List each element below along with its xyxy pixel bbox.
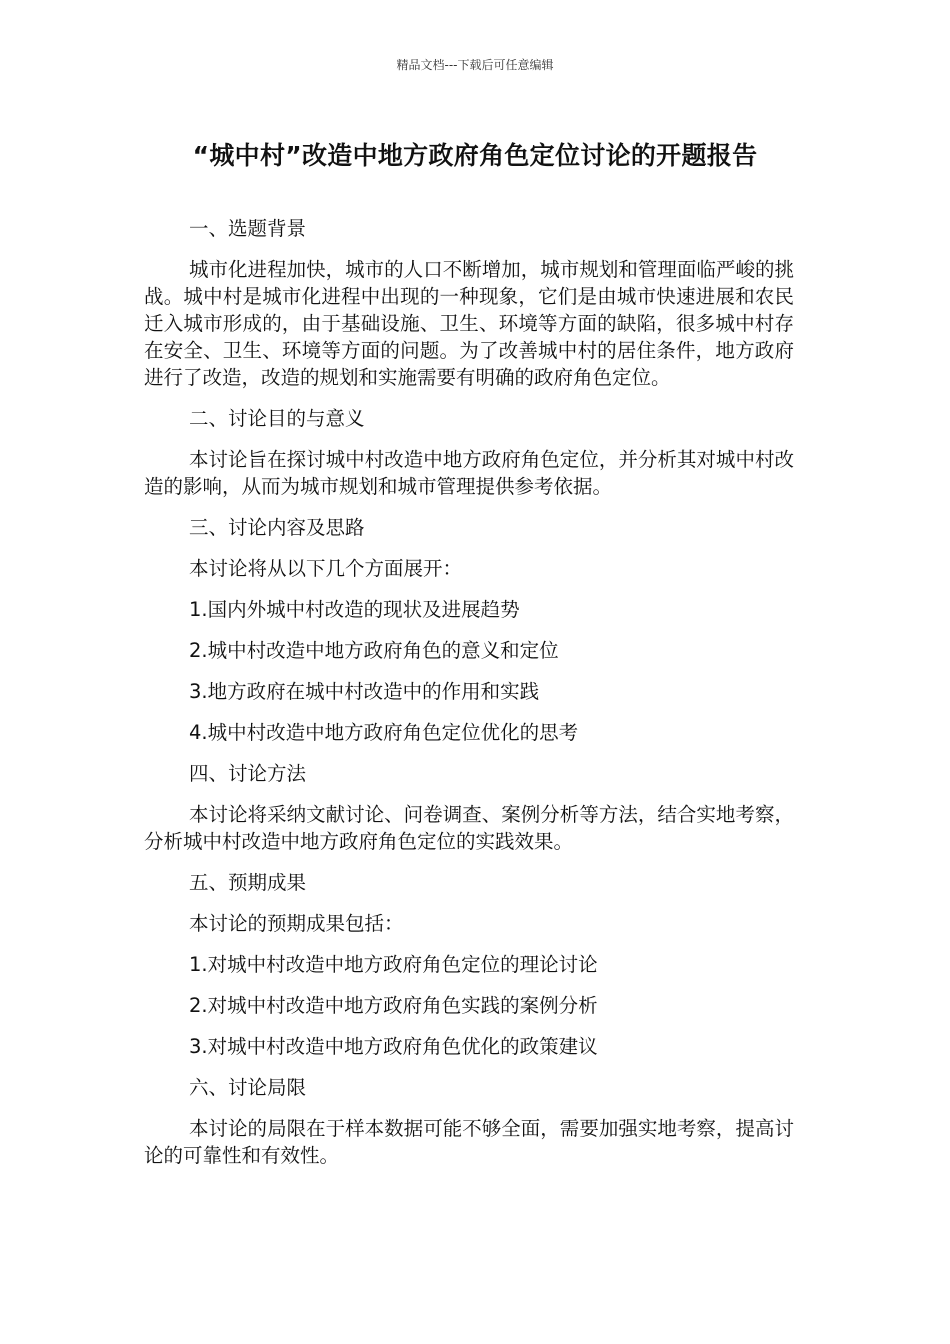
list-item-content-4: 4.城中村改造中地方政府角色定位优化的思考 — [189, 721, 579, 744]
list-item-content-2: 2.城中村改造中地方政府角色的意义和定位 — [189, 639, 559, 662]
list-item-content-3: 3.地方政府在城中村改造中的作用和实践 — [189, 680, 540, 703]
paragraph-content-intro: 本讨论将从以下几个方面展开： — [189, 557, 463, 580]
document-title: “城中村”改造中地方政府角色定位讨论的开题报告 — [192, 141, 758, 170]
paragraph-outcomes-intro: 本讨论的预期成果包括： — [189, 912, 404, 935]
list-item-outcome-2: 2.对城中村改造中地方政府角色实践的案例分析 — [189, 994, 598, 1017]
section-heading-content: 三、讨论内容及思路 — [189, 516, 365, 539]
paragraph-purpose: 本讨论旨在探讨城中村改造中地方政府角色定位，并分析其对城中村改造的影响，从而为城市规划和城市管理提供参考依据。 — [144, 448, 794, 498]
section-heading-outcomes: 五、预期成果 — [189, 871, 307, 894]
paragraph-background: 城市化进程加快，城市的人口不断增加，城市规划和管理面临严峻的挑战。城中村是城市化进程中出现的一种现象，它们是由城市快速进展和农民迁入城市形成的，由于基础设施、卫生、环境等方面的缺陷，很多城中村存在安全、卫生、环境等方面的问题。为了改善城中村的居住条件，地方政府进行了改造，改造的规划和实施需要有明确的政府角色定位。 — [144, 258, 794, 389]
list-item-content-1: 1.国内外城中村改造的现状及进展趋势 — [189, 598, 520, 621]
section-heading-purpose: 二、讨论目的与意义 — [189, 407, 365, 430]
paragraph-limitations: 本讨论的局限在于样本数据可能不够全面，需要加强实地考察，提高讨论的可靠性和有效性。 — [144, 1117, 794, 1167]
document-body — [144, 215, 794, 1183]
section-heading-method: 四、讨论方法 — [189, 762, 307, 785]
section-heading-background: 一、选题背景 — [189, 217, 307, 240]
list-item-outcome-3: 3.对城中村改造中地方政府角色优化的政策建议 — [189, 1035, 598, 1058]
page-header: 精品文档---下载后可任意编辑 — [396, 58, 554, 72]
list-item-outcome-1: 1.对城中村改造中地方政府角色定位的理论讨论 — [189, 953, 598, 976]
section-heading-limitations: 六、讨论局限 — [189, 1076, 307, 1099]
paragraph-method: 本讨论将采纳文献讨论、问卷调查、案例分析等方法，结合实地考察，分析城中村改造中地方政府角色定位的实践效果。 — [144, 803, 794, 853]
